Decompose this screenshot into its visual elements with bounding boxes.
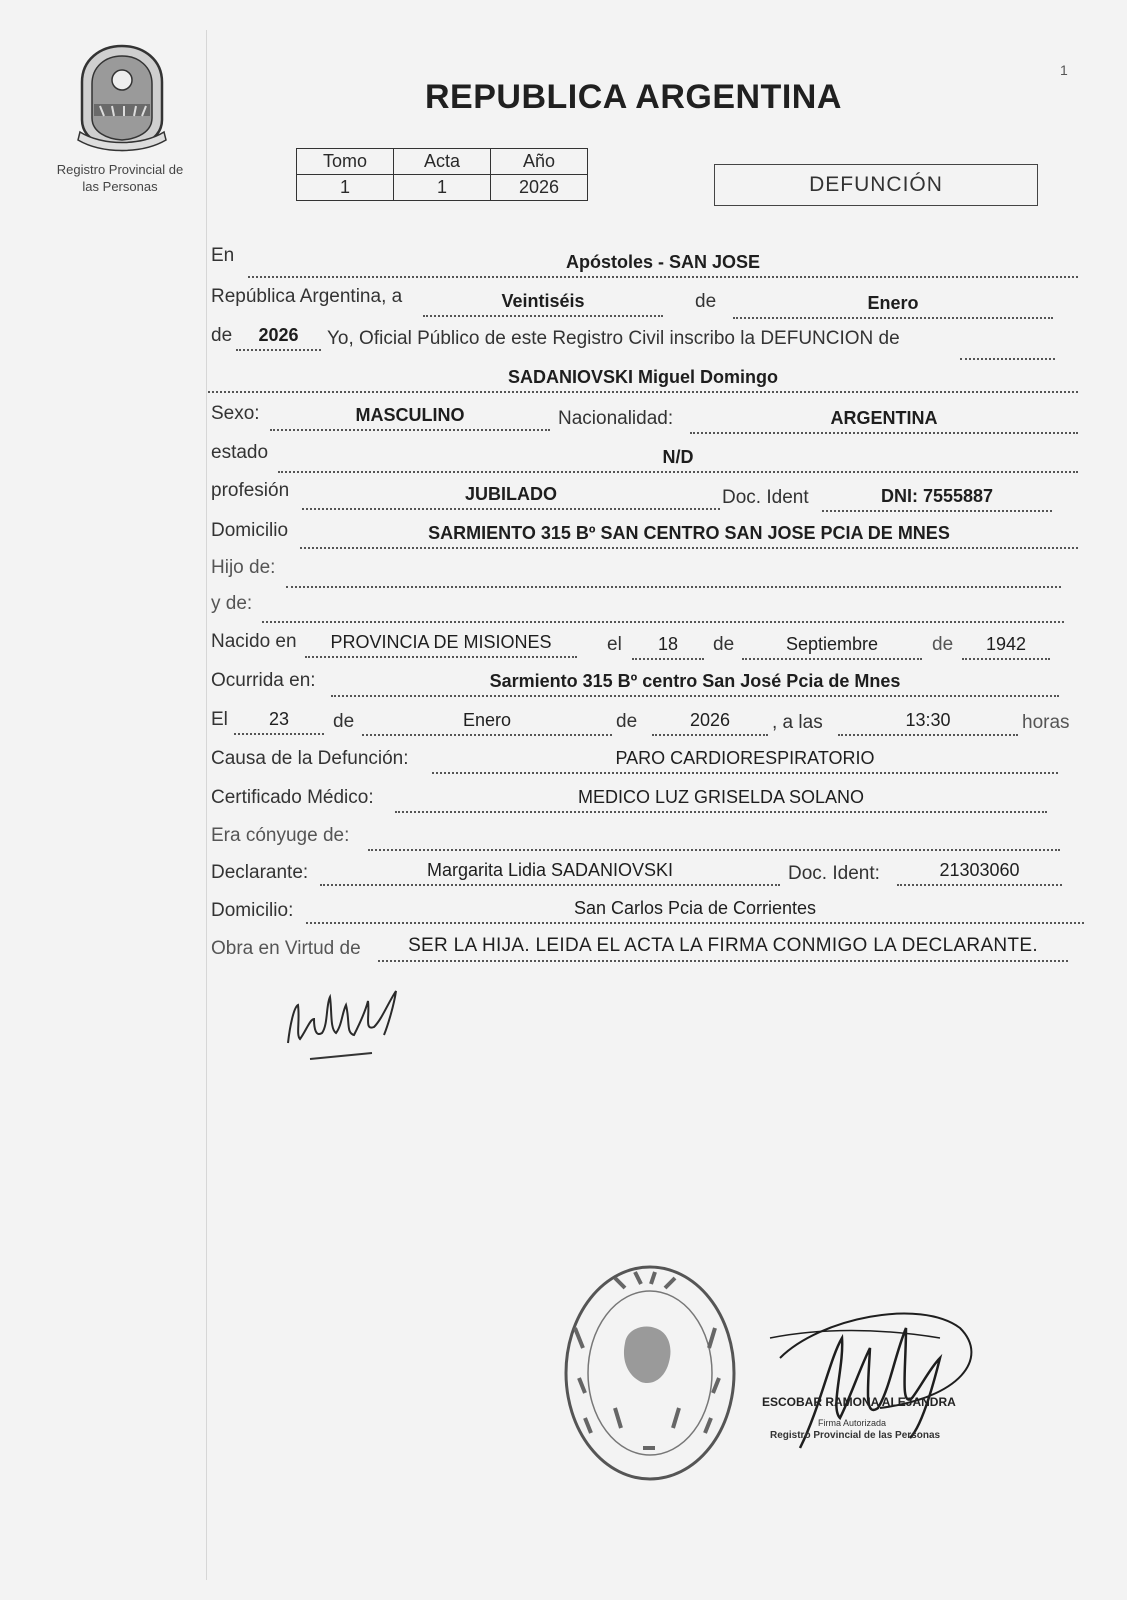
de-label-4: de xyxy=(333,711,355,732)
month-field xyxy=(733,291,1053,319)
nacionalidad-value: ARGENTINA xyxy=(830,408,938,428)
declarante-doc-field xyxy=(897,858,1062,886)
birth-month-field xyxy=(742,632,922,660)
doc-ident-value: DNI: 7555887 xyxy=(880,486,994,506)
ocurrida-en-field xyxy=(331,669,1059,697)
ocurrida-en-value: Sarmiento 315 Bº centro San José Pcia de Mnes xyxy=(489,671,901,691)
declarante-domicilio-value: San Carlos Pcia de Corrientes xyxy=(573,898,817,918)
de-label-2: de xyxy=(713,634,735,655)
estado-value: N/D xyxy=(662,447,694,467)
place-field xyxy=(248,250,1078,278)
causa-label: Causa de la Defunción: xyxy=(211,748,409,769)
obra-label: Obra en Virtud de xyxy=(211,938,361,959)
hijo-de-label: Hijo de: xyxy=(211,557,276,578)
en-label: En xyxy=(211,245,235,266)
death-year-field xyxy=(652,708,768,736)
de-year-label: de xyxy=(211,325,233,346)
sexo-field xyxy=(270,403,550,431)
hour-value: 13:30 xyxy=(905,710,951,730)
death-day-value: 23 xyxy=(268,709,290,729)
tomo-header: Tomo xyxy=(297,149,394,175)
trailing-dots-field xyxy=(960,332,1055,360)
sexo-label: Sexo: xyxy=(211,403,260,424)
place-value: Apóstoles - SAN JOSE xyxy=(565,252,761,272)
estado-field xyxy=(278,445,1078,473)
month-value: Enero xyxy=(867,293,919,313)
birth-day-value: 18 xyxy=(657,634,679,654)
domicilio2-label: Domicilio: xyxy=(211,900,294,921)
horas-label: horas xyxy=(1022,712,1070,733)
death-month-field xyxy=(362,708,612,736)
sexo-value: MASCULINO xyxy=(355,405,465,425)
province-label-line2: las Personas xyxy=(82,179,158,194)
doc-ident2-label: Doc. Ident: xyxy=(788,863,880,884)
profesion-label: profesión xyxy=(211,480,290,501)
causa-field xyxy=(432,746,1058,774)
el-cap-label: El xyxy=(211,709,228,730)
estado-label: estado xyxy=(211,442,269,463)
declarante-label: Declarante: xyxy=(211,862,309,883)
official-name-stamp: ESCOBAR RAMONA ALEJANDRA xyxy=(762,1395,956,1409)
y-de-label: y de: xyxy=(211,593,253,614)
page-number: 1 xyxy=(1060,62,1068,78)
declarante-field xyxy=(320,858,780,886)
hijo-de-field xyxy=(286,560,1061,588)
declarante-doc-value: 21303060 xyxy=(939,860,1020,880)
doc-ident-field xyxy=(822,484,1052,512)
a-las-label: , a las xyxy=(772,712,823,733)
acta-header: Acta xyxy=(394,149,491,175)
province-label-line1: Registro Provincial de xyxy=(56,162,184,177)
profesion-field xyxy=(302,482,720,510)
republica-label: República Argentina, a xyxy=(211,286,403,307)
certificado-label: Certificado Médico: xyxy=(211,787,374,808)
domicilio-label: Domicilio xyxy=(211,520,289,541)
domicilio-value: SARMIENTO 315 Bº SAN CENTRO SAN JOSE PCIA DE MNES xyxy=(428,523,950,543)
tomo-value: 1 xyxy=(297,175,394,201)
year-value: 2026 xyxy=(258,325,299,345)
birth-year-field xyxy=(962,632,1050,660)
official-office-stamp: Registro Provincial de las Personas xyxy=(770,1430,941,1441)
domicilio-field xyxy=(300,521,1078,549)
province-crest-icon xyxy=(72,42,172,154)
nacido-en-label: Nacido en xyxy=(211,631,297,652)
birth-day-field xyxy=(632,632,704,660)
deceased-name-field xyxy=(208,365,1078,393)
anio-header: Año xyxy=(491,149,588,175)
y-de-field xyxy=(262,595,1064,623)
day-words-field xyxy=(423,289,663,317)
birthplace-field xyxy=(305,630,577,658)
certificado-field xyxy=(395,785,1047,813)
death-month-value: Enero xyxy=(462,710,512,730)
province-registry-label xyxy=(40,161,200,195)
birth-year-value: 1942 xyxy=(985,634,1027,654)
document-type-box: DEFUNCIÓN xyxy=(714,164,1038,206)
causa-value: PARO CARDIORESPIRATORIO xyxy=(615,748,875,768)
conyuge-label: Era cónyuge de: xyxy=(211,825,350,846)
register-table xyxy=(296,148,588,201)
declarant-signature-icon xyxy=(280,985,440,1070)
obra-value: SER LA HIJA. LEIDA EL ACTA LA FIRMA CONMIGO LA DECLARANTE. xyxy=(408,935,1038,956)
conyuge-field xyxy=(368,823,1060,851)
birth-month-value: Septiembre xyxy=(785,634,879,654)
acta-value: 1 xyxy=(394,175,491,201)
nacionalidad-label: Nacionalidad: xyxy=(558,408,674,429)
year-field xyxy=(236,323,321,351)
obra-field xyxy=(378,934,1068,962)
declarante-domicilio-field xyxy=(306,896,1084,924)
day-words-value: Veintiséis xyxy=(501,291,585,311)
profesion-value: JUBILADO xyxy=(464,484,557,504)
official-signature-icon xyxy=(760,1298,995,1478)
doc-ident-label: Doc. Ident xyxy=(722,487,809,508)
anio-value: 2026 xyxy=(491,175,588,201)
de-label-1: de xyxy=(695,291,717,312)
birthplace-value: PROVINCIA DE MISIONES xyxy=(330,632,552,652)
de-label-5: de xyxy=(616,711,638,732)
declarante-value: Margarita Lidia SADANIOVSKI xyxy=(426,860,674,880)
page-margin-line xyxy=(206,30,207,1580)
ocurrida-en-label: Ocurrida en: xyxy=(211,670,316,691)
certificado-value: MEDICO LUZ GRISELDA SOLANO xyxy=(577,787,865,807)
death-year-value: 2026 xyxy=(689,710,731,730)
hour-field xyxy=(838,708,1018,736)
nacionalidad-field xyxy=(690,406,1078,434)
el-label: el xyxy=(607,634,622,655)
de-label-3: de xyxy=(932,634,954,655)
registry-seal-icon xyxy=(555,1258,745,1488)
document-title: REPUBLICA ARGENTINA xyxy=(425,78,842,116)
death-day-field xyxy=(234,707,324,735)
deceased-name-value: SADANIOVSKI Miguel Domingo xyxy=(508,367,778,387)
oficial-text: Yo, Oficial Público de este Registro Civil inscribo la DEFUNCION de xyxy=(327,328,900,349)
official-role-stamp: Firma Autorizada xyxy=(818,1418,887,1428)
